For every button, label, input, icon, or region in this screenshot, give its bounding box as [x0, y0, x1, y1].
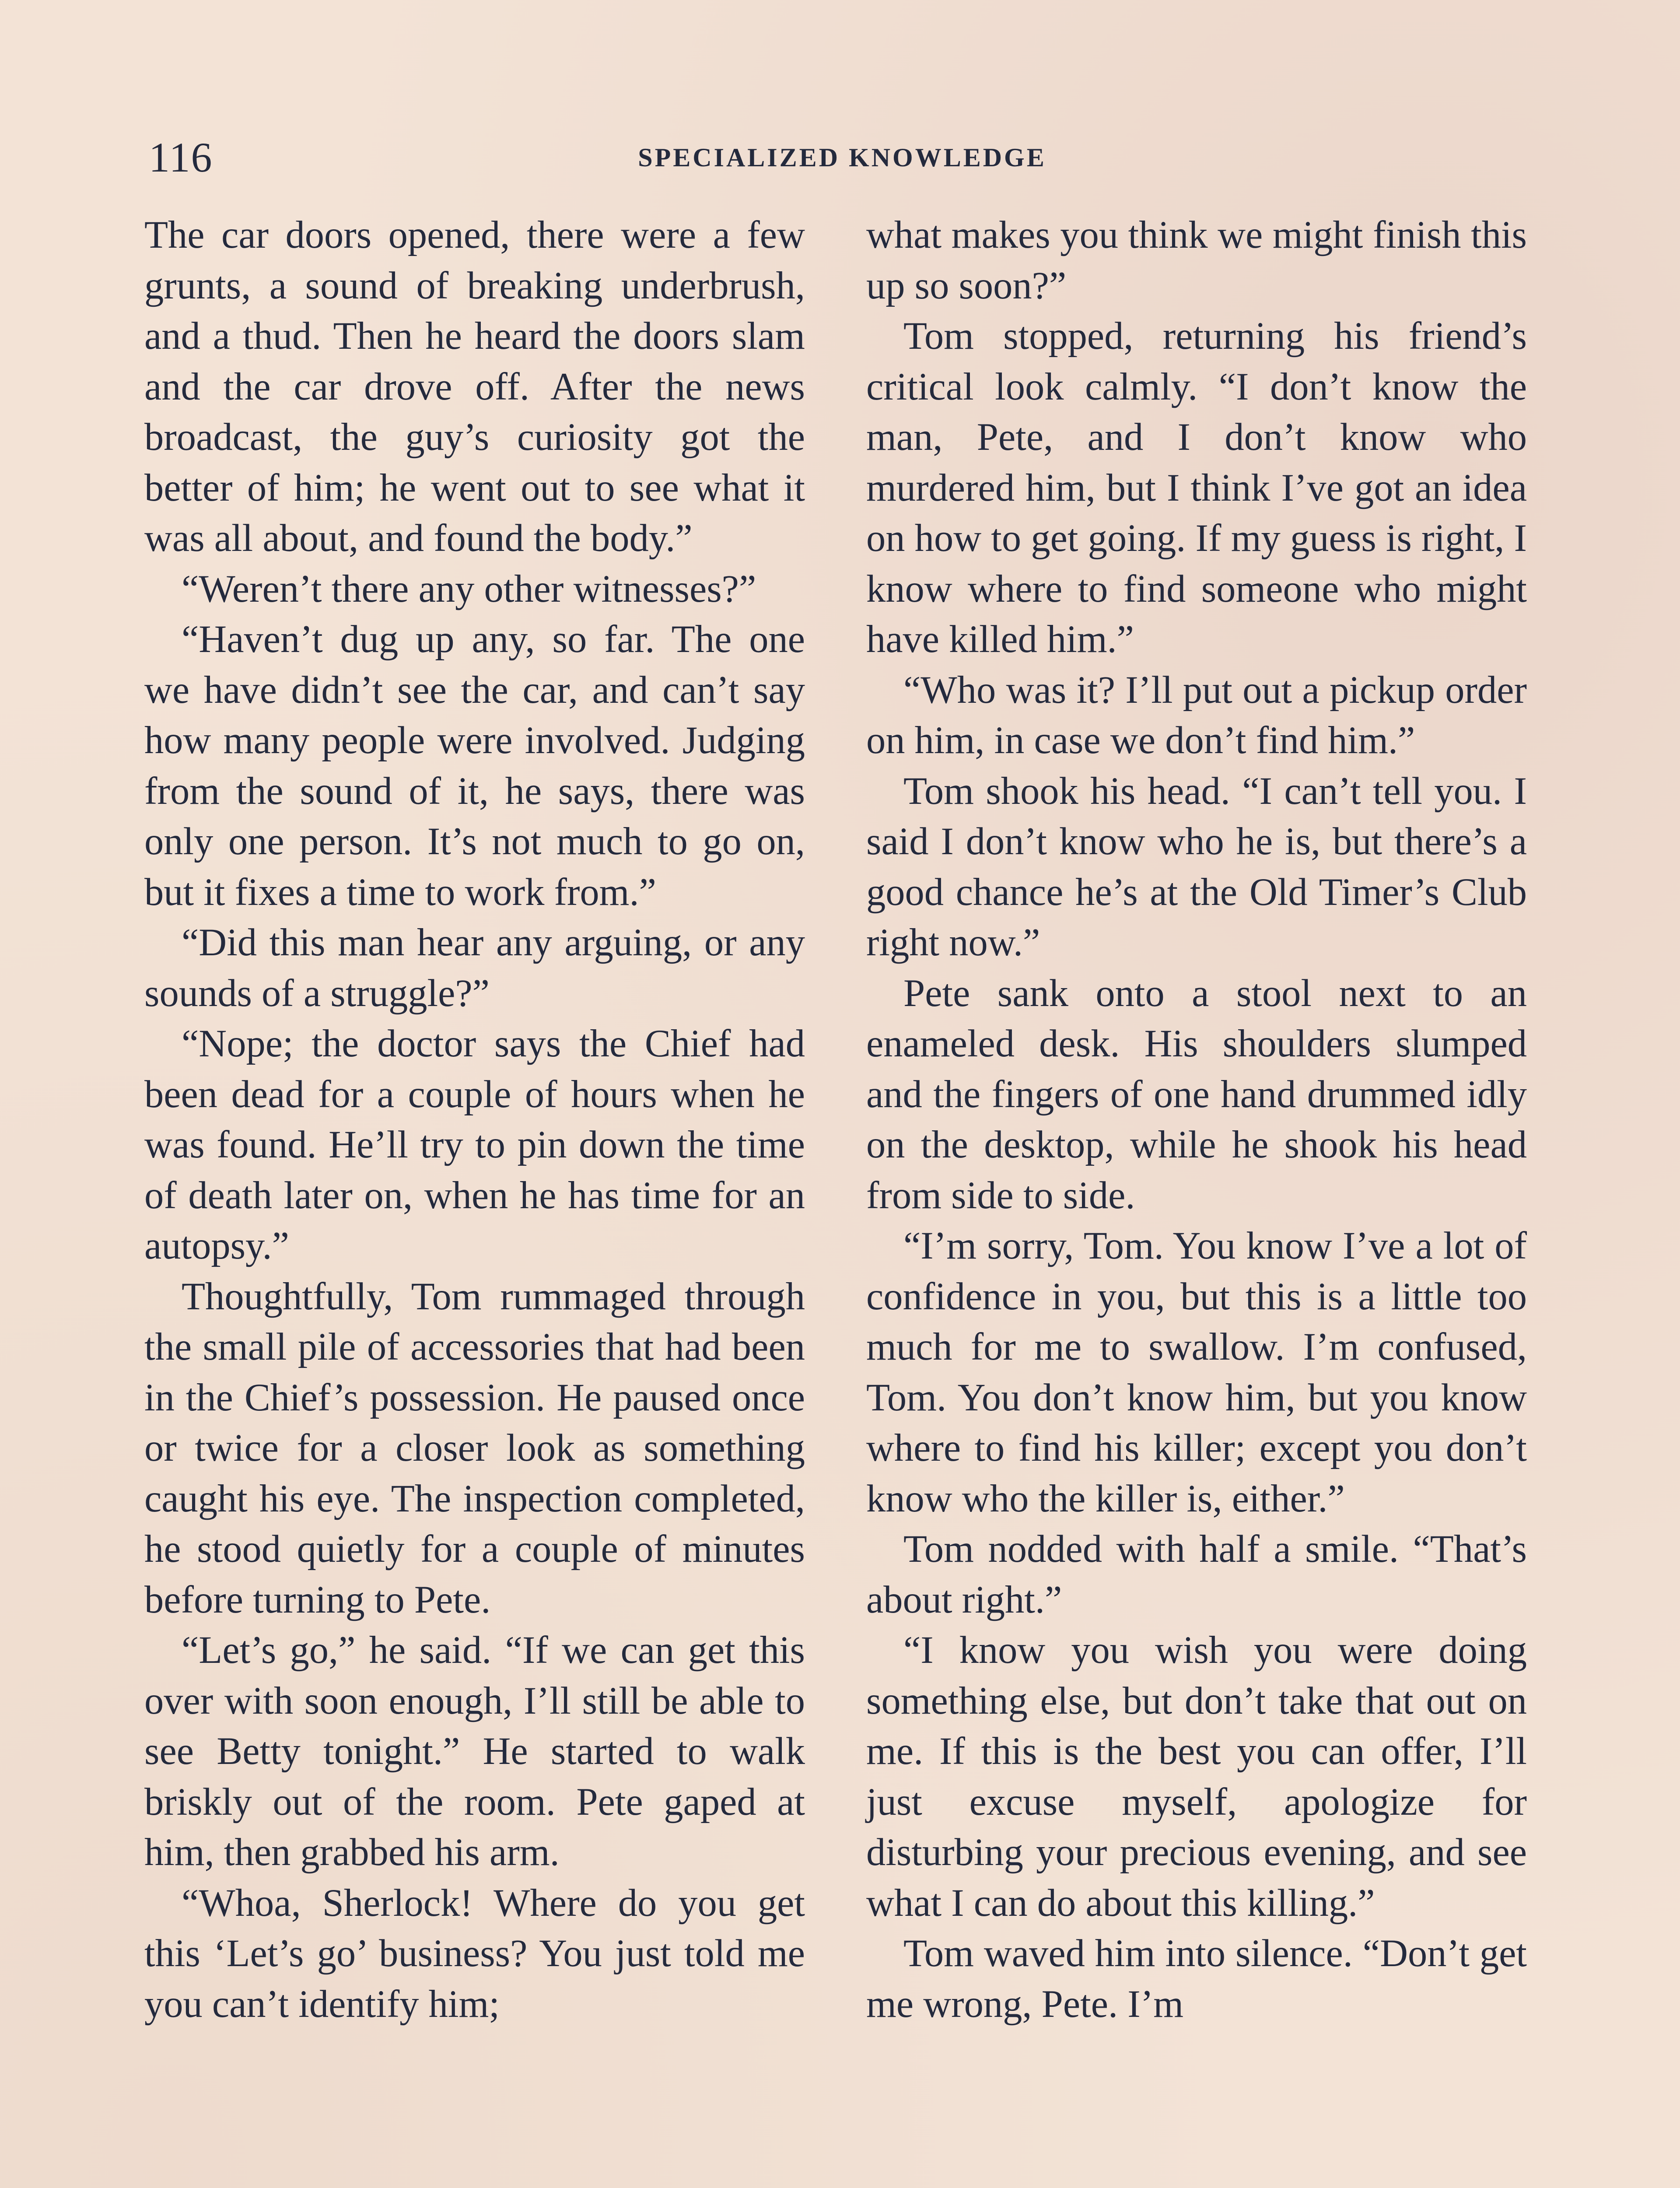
- paragraph: “I know you wish you were doing something else, but don’t take that out on me. If this is the best you can offer, I’ll just excuse myself, apologize for disturbing your precious evening, and see what I can do about this killing.”: [866, 1629, 1527, 1925]
- paragraph: “Nope; the doctor says the Chief had been dead for a couple of hours when he was found. He’ll try to pin down the time of death later on, when he has time for an autopsy.”: [144, 1022, 805, 1267]
- paragraph: Pete sank onto a stool next to an enameled desk. His shoulders slumped and the fingers of one hand drummed idly on the desktop, while he shook his head from side to side.: [866, 971, 1527, 1217]
- paragraph: “Haven’t dug up any, so far. The one we have didn’t see the car, and can’t say how many people were involved. Judging from the sound of it, he says, there was only one person. It’s not much to go on, but it fixes a time to work from.”: [144, 618, 805, 914]
- paragraph: Thoughtfully, Tom rummaged through the small pile of accessories that had been in the Chief’s possession. He paused once or twice for a closer look as something caught his eye. The inspection completed, he stood quietly for a couple of minutes before turning to Pete.: [144, 1275, 805, 1621]
- left-column: [144, 210, 805, 2030]
- paragraph: The car doors opened, there were a few grunts, a sound of breaking underbrush, and a thud. Then he heard the doors slam and the car drove off. After the news broadcast, the guy’s curiosity got the better of him; he went out to see what it was all about, and found the body.”: [144, 214, 805, 560]
- paragraph: Tom nodded with half a smile. “That’s about right.”: [866, 1528, 1527, 1621]
- paragraph: what makes you think we might finish this up so soon?”: [866, 214, 1527, 307]
- paragraph: “Whoa, Sherlock! Where do you get this ‘Let’s go’ business? You just told me you can’t identify him;: [144, 1881, 805, 2026]
- paragraph: “I’m sorry, Tom. You know I’ve a lot of confidence in you, but this is a little too much for me to swallow. I’m confused, Tom. You don’t know him, but you know where to find his killer; except you don’t know who the killer is, either.”: [866, 1224, 1527, 1520]
- paragraph: Tom waved him into silence. “Don’t get me wrong, Pete. I’m: [866, 1932, 1527, 2026]
- paragraph: “Did this man hear any arguing, or any sounds of a struggle?”: [144, 921, 805, 1015]
- paragraph: Tom stopped, returning his friend’s critical look calmly. “I don’t know the man, Pete, and I don’t know who murdered him, but I think I’ve got an idea on how to get going. If my guess is right, I know where to find someone who might have killed him.”: [866, 315, 1527, 661]
- page-header: [149, 131, 1536, 184]
- running-head: SPECIALIZED KNOWLEDGE: [638, 143, 1046, 172]
- right-column: [866, 210, 1527, 2030]
- paragraph: “Let’s go,” he said. “If we can get this over with soon enough, I’ll still be able to see Betty tonight.” He started to walk briskly out of the room. Pete gaped at him, then grabbed his arm.: [144, 1629, 805, 1874]
- paragraph: “Weren’t there any other witnesses?”: [182, 567, 756, 610]
- paragraph: “Who was it? I’ll put out a pickup order on him, in case we don’t find him.”: [866, 668, 1527, 762]
- paragraph: Tom shook his head. “I can’t tell you. I said I don’t know who he is, but there’s a good chance he’s at the Old Timer’s Club right now.”: [866, 769, 1527, 964]
- page-number: 116: [149, 134, 213, 181]
